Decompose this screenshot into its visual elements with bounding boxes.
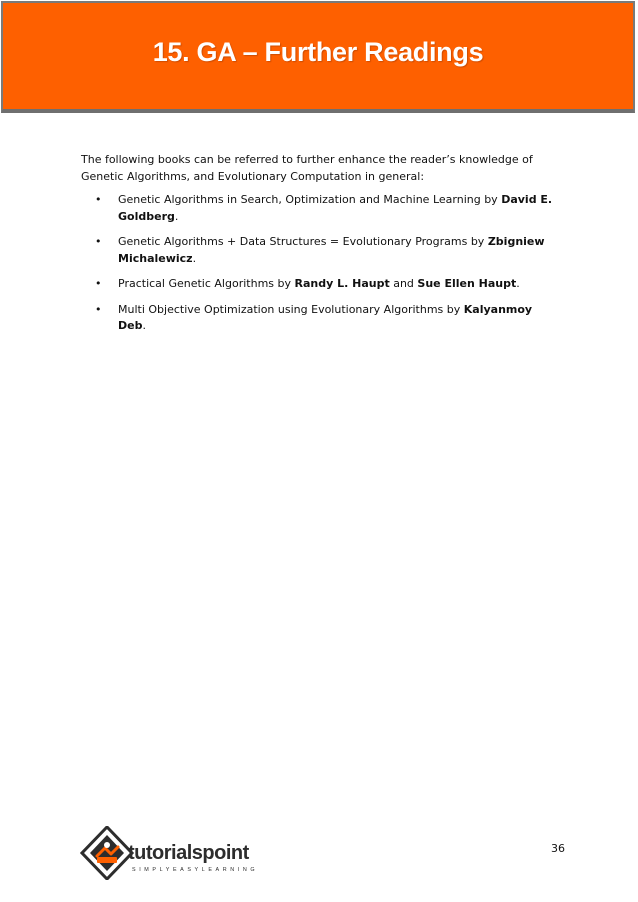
page-number: 36 bbox=[551, 842, 565, 855]
tutorialspoint-logo bbox=[80, 826, 260, 880]
bullet-icon: • bbox=[95, 302, 102, 316]
book-list-item bbox=[81, 302, 557, 335]
book-author: Zbigniew Michalewicz bbox=[118, 235, 545, 265]
chapter-header-banner bbox=[1, 1, 635, 113]
intro-paragraph: The following books can be referred to further enhance the reader’s knowledge of Genetic Algorithms, and Evolutionary Computation in general: bbox=[81, 153, 533, 183]
book-list-item bbox=[81, 192, 557, 225]
book-author: Randy L. Haupt bbox=[294, 277, 390, 290]
book-author: David E. Goldberg bbox=[118, 193, 553, 223]
logo-wordmark: tutorialspoint bbox=[128, 842, 249, 864]
book-title: Genetic Algorithms in Search, Optimization and Machine Learning by bbox=[118, 193, 502, 206]
book-list bbox=[81, 192, 557, 335]
item-end-punctuation: . bbox=[192, 251, 197, 265]
author-joiner: and bbox=[389, 277, 418, 290]
book-title: Genetic Algorithms + Data Structures = Evolutionary Programs by bbox=[118, 235, 488, 248]
book-author: Sue Ellen Haupt bbox=[417, 277, 517, 290]
logo-tagline: SIMPLYEASYLEARNING bbox=[132, 867, 259, 873]
bullet-icon: • bbox=[95, 277, 102, 290]
book-list-item bbox=[81, 276, 557, 293]
logo-emblem-icon bbox=[82, 827, 132, 879]
book-author: Kalyanmoy Deb bbox=[118, 302, 533, 332]
book-list-item bbox=[81, 234, 557, 267]
item-end-punctuation: . bbox=[142, 319, 146, 332]
item-end-punctuation: . bbox=[174, 209, 179, 223]
bullet-icon: • bbox=[95, 193, 102, 206]
book-title: Practical Genetic Algorithms by bbox=[118, 277, 295, 290]
book-title: Multi Objective Optimization using Evolutionary Algorithms by bbox=[118, 302, 464, 316]
chapter-title: 15. GA – Further Readings bbox=[152, 37, 484, 67]
page-content bbox=[81, 152, 557, 344]
item-end-punctuation: . bbox=[516, 277, 520, 290]
bullet-icon: • bbox=[95, 235, 102, 248]
